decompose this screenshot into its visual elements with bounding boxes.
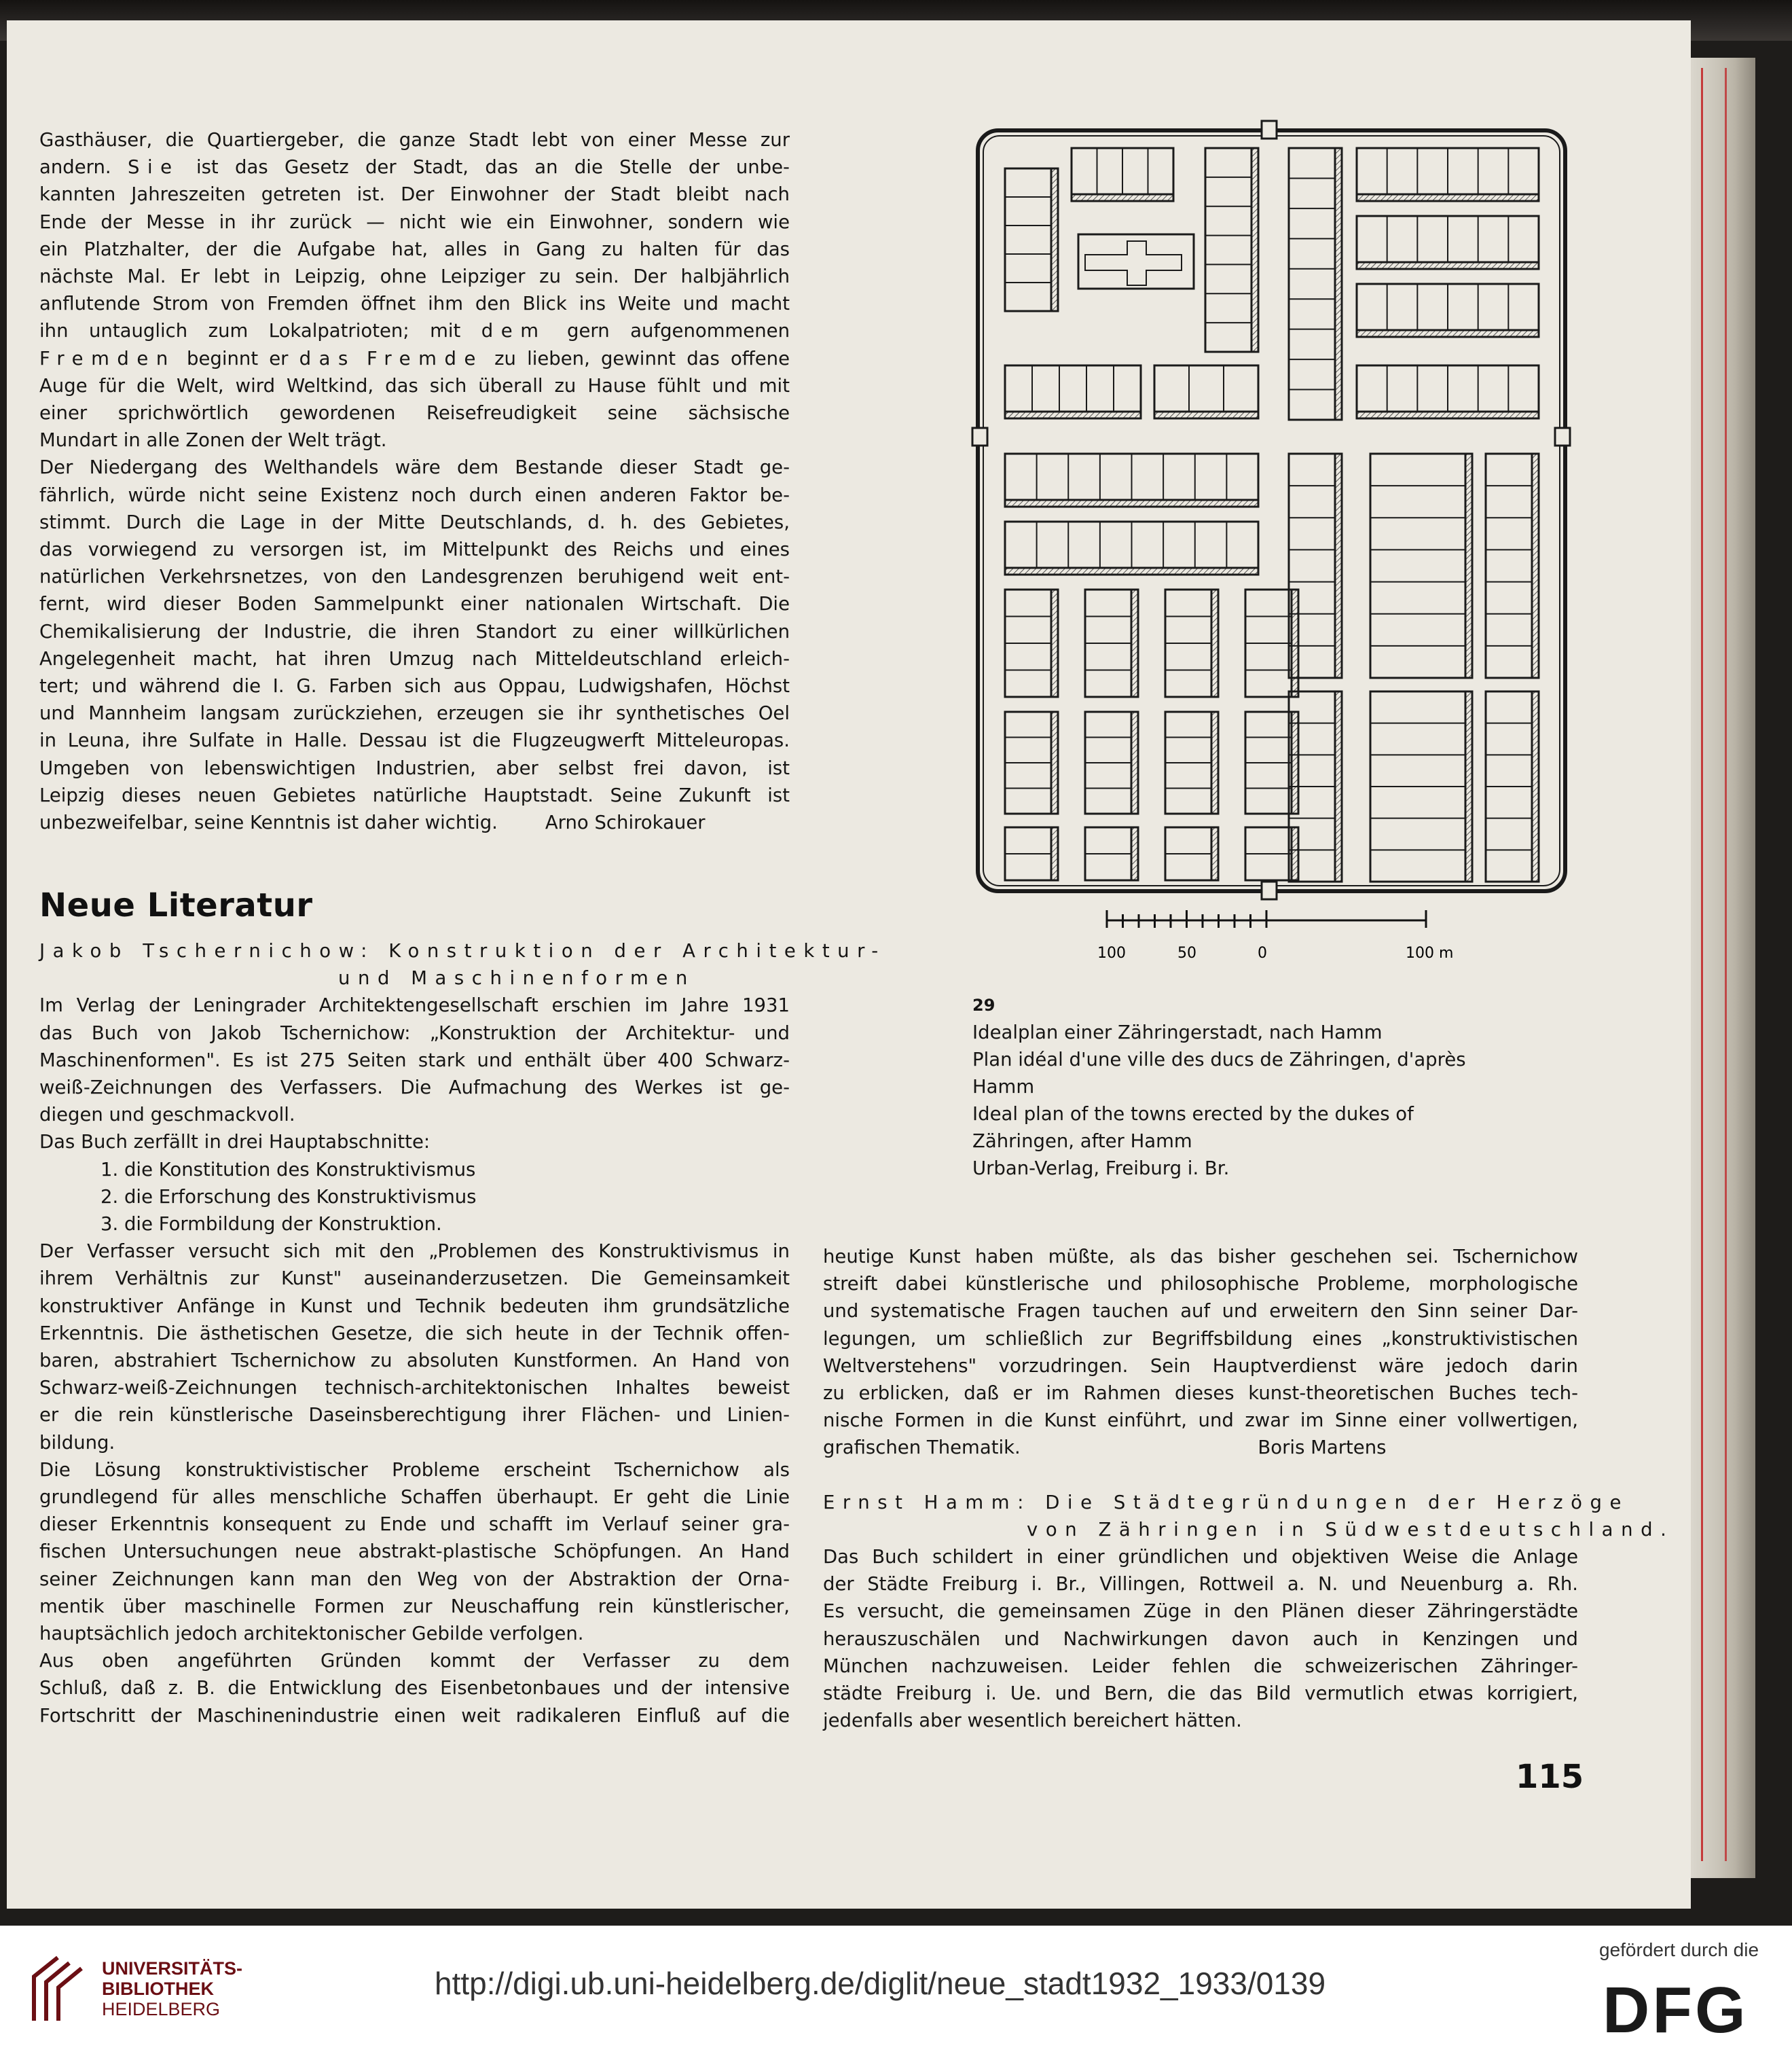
town-wall-inner [983,136,1560,886]
text-line: baren, abstrahiert Tschernichow zu absoluten Kunstformen. An Hand von [39,1350,790,1372]
text-line: ihrem Verhältnis zur Kunst" auseinanderzusetzen. Die Gemeinsamkeit [39,1267,790,1290]
right-text-column [823,1243,1675,1734]
book2-title: Ernst Hamm: Die Städtegründungen der Herzöge [823,1491,1629,1513]
text-line: legungen, um schließlich zur Begriffsbildung eines „konstruktivistischen [823,1327,1578,1350]
text-line: hauptsächlich jedoch architektonischer Gebilde verfolgen. [39,1623,584,1645]
text-line: unbezweifelbar, seine Kenntnis ist daher wichtig. Arno Schirokauer [39,812,706,834]
text-line: Der Verfasser versucht sich mit den „Problemen des Konstruktivismus in [39,1240,790,1263]
library-line: HEIDELBERG [102,1999,221,2019]
text-line: dieser Erkenntnis konsequent zu Ende und schafft im Verlauf seiner gra- [39,1513,790,1536]
page-edge-red-stripe [1701,68,1703,1861]
page-edge-red-stripe [1725,68,1727,1861]
text-line: Leipzig dieses neuen Gebietes natürliche Hauptstadt. Seine Zukunft ist [39,784,790,806]
plan-lot [1005,168,1058,311]
text-line: einer sprichwörtlich gewordenen Reisefreudigkeit seine sächsische [39,402,790,425]
sponsor-text: gefördert durch die [1599,1939,1759,1960]
text-line: Umgeben von lebenswichtigen Industrien, aber selbst frei davon, ist [39,757,790,779]
text-line: streift dabei künstlerische und philosophische Probleme, morphologische [823,1273,1578,1295]
text-line: stimmt. Durch die Lage in der Mitte Deutschlands, d. h. des Gebietes, [39,511,790,533]
plan-lot [1370,454,1472,678]
plan-lot [1005,365,1141,418]
permalink-url[interactable]: http://digi.ub.uni-heidelberg.de/diglit/neue_stadt1932_1933/0139 [435,1966,1326,2001]
text-line: Gasthäuser, die Quartiergeber, die ganze Stadt lebt von einer Messe zur [39,129,790,151]
text-line: Schluß, daß z. B. die Entwicklung des Eisenbetonbaues und der intensive [39,1677,790,1699]
text-line: mentik über maschinelle Formen zur Neuschaffung rein künstlerischer, [39,1595,790,1617]
text-line: Es versucht, die gemeinsamen Züge in den Plänen dieser Zähringerstädte [823,1600,1578,1623]
text-line: grundlegend für alles menschliche Schaffen überhaupt. Er geht die Linie [39,1486,790,1509]
library-line: UNIVERSITÄTS- [102,1958,243,1979]
text-line: München nachzuweisen. Leider fehlen die schweizerischen Zähringer- [823,1655,1578,1677]
text-line: natürlichen Verkehrsnetzes, von den Landesgrenzen beruhigend weit ent- [39,566,790,588]
text-line: diegen und geschmackvoll. [39,1104,295,1126]
plan-lot [1486,454,1539,678]
dfg-logo: DFG [1603,1974,1749,2047]
caption-line: Hamm [972,1076,1035,1098]
book2-title-cont: von Zähringen in Südwestdeutschland. [1027,1518,1675,1540]
text-line: in Leuna, ihre Sulfate in Halle. Dessau ist die Flugzeugwerft Mitteleuropas. [39,729,790,752]
text-line: Ende der Messe in ihr zurück — nicht wie ein Einwohner, sondern wie [39,211,790,233]
book1-title: Jakob Tschernichow: Konstruktion der Architektur- [39,940,886,962]
text-line: ihn untauglich zum Lokalpatrioten; mit dem gern aufgenommenen [39,320,790,342]
text-line: Das Buch zerfällt in drei Hauptabschnitte: [39,1131,431,1153]
university-library-logo-icon [20,1949,95,2028]
page-number: 115 [1516,1758,1584,1796]
text-line: weiß-Zeichnungen des Verfassers. Die Aufmachung des Werkes ist ge- [39,1077,790,1099]
text-line: kannten Jahreszeiten getreten ist. Der Einwohner der Stadt bleibt nach [39,183,790,206]
text-line: bildung. [39,1431,115,1454]
text-line: Schwarz-weiß-Zeichnungen technisch-architektonischen Inhaltes beweist [39,1377,790,1399]
text-line: das Buch von Jakob Tschernichow: „Konstruktion der Architektur- und [39,1022,790,1044]
caption-line: Plan idéal d'une ville des ducs de Zähringen, d'après [972,1049,1466,1070]
text-line: Fortschritt der Maschinenindustrie einen weit radikaleren Einfluß auf die [39,1704,790,1727]
text-line: Erkenntnis. Die ästhetischen Gesetze, die sich heute in der Technik offen- [39,1322,790,1344]
town-wall [978,130,1565,891]
scale-label: 50 [1177,945,1196,962]
text-line: Maschinenformen". Es ist 275 Seiten stark und enthält über 400 Schwarz- [39,1049,790,1071]
digitization-footer [0,1926,1792,2054]
text-line: 1. die Konstitution des Konstruktivismus [100,1158,476,1181]
text-line: jedenfalls aber wesentlich bereichert hätten. [823,1710,1242,1732]
text-line: Chemikalisierung der Industrie, die ihren Standort zu einer willkürlichen [39,620,790,643]
caption-line: Ideal plan of the towns erected by the dukes of [972,1103,1414,1125]
town-gate [1262,882,1277,899]
text-line: Das Buch schildert in einer gründlichen und objektiven Weise die Anlage [823,1546,1578,1568]
church-outline [1078,234,1194,289]
text-line: Der Niedergang des Welthandels wäre dem Bestande dieser Stadt ge- [39,456,790,479]
text-line: Weltverstehens" vorzudringen. Sein Hauptverdienst wäre jedoch darin [823,1354,1578,1377]
text-line: Angelegenheit macht, hat ihren Umzug nach Mitteldeutschland erleich- [39,647,790,670]
text-line: fährlich, würde nicht seine Existenz noch durch einen anderen Faktor be- [39,484,790,506]
figure-number: 29 [972,996,995,1015]
text-line: er die rein künstlerische Daseinsberechtigung ihrer Flächen- und Linien- [39,1404,790,1426]
university-library-name [102,1958,242,2019]
text-line: Aus oben angeführten Gründen kommt der Verfasser zu dem [39,1650,790,1672]
text-line: tert; und während die I. G. Farben sich aus Oppau, Ludwigshafen, Höchst [39,675,790,698]
plan-lot [1154,365,1258,418]
church-icon [1085,241,1182,285]
scale-label: 100 m [1406,945,1454,962]
text-line: der Städte Freiburg i. Br., Villingen, Rottweil a. N. und Neuenburg a. Rh. [823,1573,1578,1596]
text-line: zu erblicken, daß er im Rahmen dieses kunst-theoretischen Buches tech- [823,1382,1578,1405]
town-gate [972,428,987,446]
scale-bar [1097,910,1453,962]
library-line: BIBLIOTHEK [102,1979,214,1999]
plan-lot [1289,148,1342,420]
text-line: nische Formen in die Kunst einführt, und zwar im Sinne einer vollwertigen, [823,1409,1578,1432]
text-line: heutige Kunst haben müßte, als das bisher geschehen sei. Tschernichow [823,1246,1578,1267]
scale-label: 100 [1097,945,1126,962]
section-heading: Neue Literatur [39,886,313,924]
caption-line: Zähringen, after Hamm [972,1130,1192,1152]
text-line: und systematische Fragen tauchen auf und erweitern den Sinn seiner Dar- [823,1300,1578,1322]
book1-title-cont: und Maschinenformen [338,967,695,990]
text-line: Fremden beginnt er das Fremde zu lieben, gewinnt das offene [39,347,790,370]
book1-review [39,937,886,1729]
text-line: seiner Zeichnungen kann man den Weg von der Abstraktion der Orna- [39,1568,790,1590]
text-line: Auge für die Welt, wird Weltkind, das sich überall zu Hause fühlt und mit [39,374,790,397]
text-line: anflutende Strom von Fremden öffnet ihm den Blick ins Weite und macht [39,293,790,315]
text-line: Mundart in alle Zonen der Welt trägt. [39,429,387,452]
text-line: ein Platzhalter, der die Aufgabe hat, alles in Gang zu halten für das [39,238,790,260]
text-line: 3. die Formbildung der Konstruktion. [100,1213,442,1236]
essay-text-column [39,126,790,836]
caption-line: Urban-Verlag, Freiburg i. Br. [972,1157,1230,1179]
text-line: andern. Sie ist das Gesetz der Stadt, das an die Stelle der unbe- [39,156,790,179]
text-line: Die Lösung konstruktivistischer Probleme erscheint Tschernichow als [39,1458,790,1481]
figure-caption [972,992,1584,1182]
text-line: 2. die Erforschung des Konstruktivismus [100,1185,477,1208]
text-line: grafischen Thematik. Boris Martens [823,1437,1387,1459]
text-line: konstruktiver Anfänge in Kunst und Technik bedeuten ihm grundsätzliche [39,1295,790,1317]
town-gate [1262,121,1277,139]
text-line: herauszuschälen und Nachwirkungen davon auch in Kenzingen und [823,1627,1578,1650]
plan-lot [1205,148,1258,352]
text-line: fischen Untersuchungen neue abstrakt-plastische Schöpfungen. An Hand [39,1540,790,1563]
text-line: fernt, wird dieser Boden Sammelpunkt einer nationalen Wirtschaft. Die [39,593,790,615]
zaehringer-town-plan [964,115,1589,971]
text-line: städte Freiburg i. Ue. und Bern, die das Bild vermutlich etwas korrigiert, [823,1682,1578,1705]
town-gate [1555,428,1570,446]
text-line: Im Verlag der Leningrader Architektengesellschaft erschien im Jahre 1931 [39,994,790,1017]
text-line: nächste Mal. Er lebt in Leipzig, ohne Leipziger zu sein. Der halbjährlich [39,266,790,288]
text-line: das vorwiegend zu versorgen ist, im Mittelpunkt des Reichs und eines [39,539,790,561]
text-line: und Mannheim langsam zurückziehen, erzeugen sie ihr synthetisches Oel [39,702,790,725]
scale-label: 0 [1258,945,1267,962]
caption-line: Idealplan einer Zähringerstadt, nach Hamm [972,1022,1383,1043]
